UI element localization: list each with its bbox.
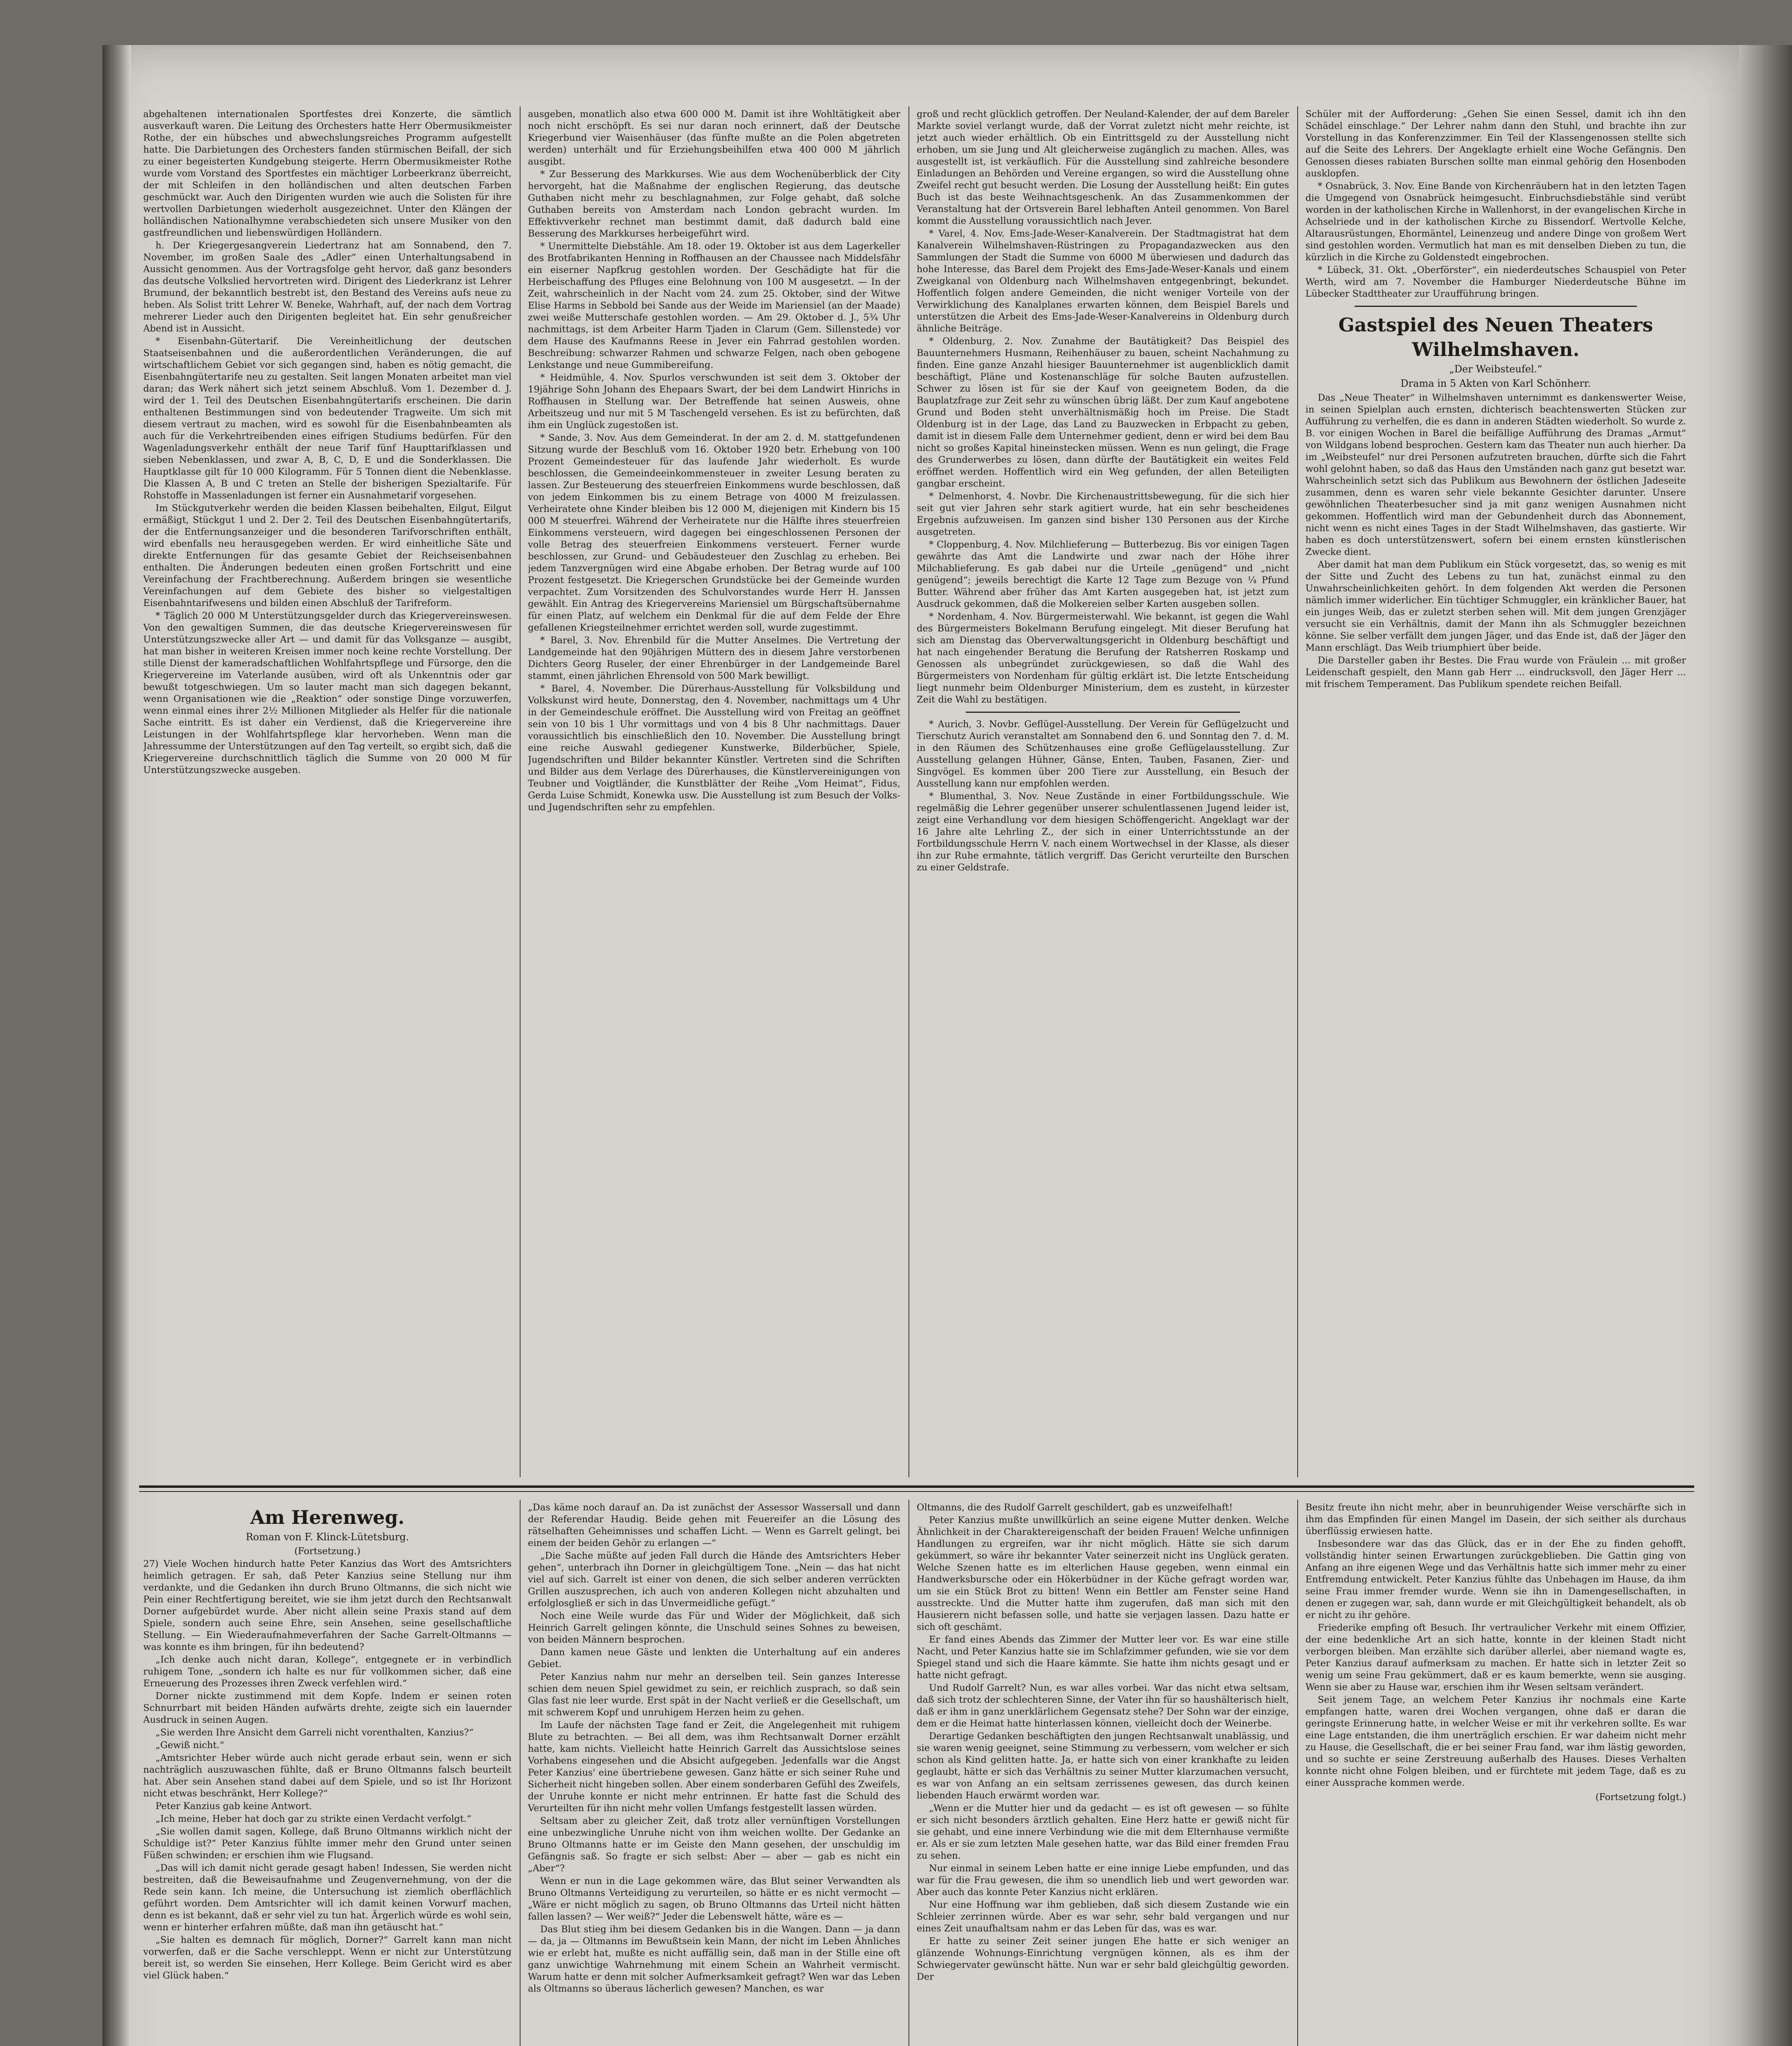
article-paragraph: Er hatte zu seiner Zeit seiner jungen Ehe hatte er sich weniger an glänzende Wohnungs-Einrichtung vergnügen können, als es ihm der Schwiegervater gewünscht hätte. Nun war er sehr bald gleichgültig geworden. Der (917, 1936, 1289, 1982)
article-paragraph: * Eisenbahn-Gütertarif. Die Vereinheitlichung der deutschen Staatseisenbahnen und die außerordentlichen Veränderungen, die auf wirtschaftlichem Gebiet vor sich gegangen sind, haben es nötig gemacht, die Eisenbahngütertarife neu zu gestalten. Seit langen Monaten arbeitet man viel daran; das Werk nähert sich jetzt seinem Abschluß. Vom 1. Dezember d. J. wird der 1. Teil des Deutschen Eisenbahngütertarifs erscheinen. Die darin enthaltenen Bestimmungen sind von bedeutender Tragweite. Um sich mit diesem vertraut zu machen, wird es sowohl für die Eisenbahnbeamten als auch für die Verkehrtreibenden eines eifrigen Studiums bedürfen. Für den Wagenladungsverkehr enthält der neue Tarif fünf Haupttarifklassen und sieben Nebenklassen, und zwar A, B, C, D, E und die Sonderklassen. Die Hauptklasse gilt für 10 000 Kilogramm. Für 5 Tonnen dient die Nebenklasse. Die Klassen A, B und C treten an Stelle der bisherigen Spezialtarife. Für Rohstoffe in Massenladungen ist ferner ein Ausnahmetarif vorgesehen. (143, 336, 512, 501)
article-paragraph: Peter Kanzius gab keine Antwort. (156, 1801, 312, 1812)
upper-column-4 (1305, 108, 1686, 1475)
article-paragraph: Peter Kanzius mußte unwillkürlich an seine eigene Mutter denken. Welche Ähnlichkeit in der Charaktereigenschaft der beiden Frauen! Welche unfinnigen Handlungen zu ergreifen, war ihr nicht möglich. Hätte sie sich darum gekümmert, so wäre ihr bekannter Vater seinerzeit nicht ins Unglück geraten. Welche Szenen hatte es im elterlichen Hause gegeben, wenn einmal ein Handwerksbursche oder ein Hökerbüdner in der Küche gefragt worden war, um sie ein Stück Brot zu bitten! Wenn ein Bettler am Fenster seine Hand ausstreckte. Und die Mutter hatte ihm zugerufen, daß man sich mit den Hausierern nicht befassen solle, und hatte sie verjagen lassen. Dazu hatte er sich oft geschämt. (917, 1515, 1289, 1632)
article-paragraph: „Gewiß nicht.“ (156, 1740, 225, 1751)
article-paragraph: „Amtsrichter Heber würde auch nicht gerade erbaut sein, wenn er sich nachträglich auszuwaschen fühlte, daß er Bruno Oltmanns falsch beurteilt hat. Aber sein Ansehen stand dabei auf dem Spiele, und so ist Ihr Horizont nicht etwas beschränkt, Herr Kollege?“ (143, 1753, 512, 1799)
to-be-continued-note: (Fortsetzung folgt.) (1595, 1792, 1686, 1803)
section-divider (139, 1485, 1694, 1488)
novel-column-4 (1305, 1502, 1686, 2046)
upper-column-3 (917, 108, 1289, 1475)
article-paragraph: Das Blut stieg ihm bei diesem Gedanken bis in die Wangen. Dann — ja dann — da, ja — Oltmanns im Bewußtsein kein Mann, der nicht im Leben Ähnliches wie er erlebt hat, mußte es nicht auffällig sein, daß man in der Stille eine oft ganz unwichtige Wahrnehmung mit einem Schein an Wahrheit vermischt. Warum hatte er denn mit solcher Aufmerksamkeit gefragt? Wen war das Leben als Oltmanns so überaus lächerlich gewesen? Manchen, es war (528, 1924, 900, 1994)
article-paragraph: Besitz freute ihn nicht mehr, aber in beunruhigender Weise verschärfte sich in ihm das Empfinden für einen Mangel im Dasein, der sich seither als durchaus überflüssig erwiesen hatte. (1305, 1502, 1686, 1537)
article-paragraph: Im Stückgutverkehr werden die beiden Klassen beibehalten, Eilgut, Eilgut ermäßigt, Stückgut 1 und 2. Der 2. Teil des Deutschen Eisenbahngütertarifs, der die Entfernungsanzeiger und die besonderen Tarifvorschriften enthält, wird ebenfalls neu herausgegeben werden. Er wird einheitliche Säte und direkte Entfernungen für das gesamte Gebiet der Reichseisenbahnen enthalten. Die Änderungen bedeuten einen großen Fortschritt und eine Vereinfachung der Frachtberechnung. Außerdem bringen sie wesentliche Vereinfachungen auf dem Gebiete des bisher so vielgestaltigen Eisenbahntarifwesens und bilden einen Abschluß der Tarifreform. (143, 503, 512, 608)
article-paragraph: Insbesondere war das das Glück, das er in der Ehe zu finden gehofft, vollständig hinter seinen Erwartungen zurückgeblieben. Die Gattin ging von Anfang an ihre eigenen Wege und das Verhältnis hatte sich immer mehr zu einer Entfremdung entwickelt. Peter Kanzius fühlte das Unbehagen im Hause, da ihm seine Frau immer fremder wurde. Wenn sie ihn in Damengesellschaften, in denen er zugegen war, sah, dann wurde er mit Gleichgültigkeit behandelt, als ob er nicht zu ihr gehöre. (1305, 1539, 1686, 1620)
article-subtitle: „Der Weibsteufel.“ (1449, 363, 1542, 375)
article-paragraph: Die Darsteller gaben ihr Bestes. Die Frau wurde von Fräulein ... mit großer Leidenschaft gespielt, den Mann gab Herr ... eindrucksvoll, den Jäger Herr ... mit frischem Temperament. Das Publikum spendete reichen Beifall. (1305, 655, 1686, 690)
article-paragraph: Derartige Gedanken beschäftigten den jungen Rechtsanwalt unablässig, und sie waren wenig geeignet, seine Stimmung zu verbessern, vom welcher er sich schon als Kind gelitten hatte. Ja, er hatte sich von einer krankhafte zu leiden geglaubt, hätte er sich das Verhältnis zu seiner Mutter klarzumachen versucht, es war von Anfang an ein seltsam zerrissenes gewesen, das durch keinen liebenden Hauch erwärmt worden war. (917, 1731, 1289, 1801)
article-paragraph: „Das will ich damit nicht gerade gesagt haben! Indessen, Sie werden nicht bestreiten, daß die Beweisaufnahme und Zeugenvernehmung, von der die Rede sein kann. Ich meine, die Untersuchung ist ziemlich oberflächlich geführt worden. Dem Amtsrichter will ich damit keinen Vorwurf machen, denn es ist bekannt, daß er sehr viel zu tun hat. Ärgerlich würde es wohl sein, wenn er hinterher erfahren müßte, daß man ihn getäuscht hat.“ (143, 1863, 512, 1933)
article-paragraph: Nur eine Hoffnung war ihm geblieben, daß sich diesem Zustande wie ein Schleier zerrinnen würde. Aber es war sehr, sehr bald vergangen und nur eines Zeit unaufhaltsam nahm er das Leben für das, was es war. (917, 1900, 1289, 1934)
article-paragraph: Seltsam aber zu gleicher Zeit, daß trotz aller vernünftigen Vorstellungen eine unbezwingliche Unruhe nicht von ihm weichen wollte. Der Gedanke an Bruno Oltmanns hatte er im Geiste den Mann gesehen, der unschuldig im Gefängnis saß. So fragte er sich selbst: Aber — aber — gab es nicht ein „Aber“? (528, 1816, 900, 1874)
article-paragraph: Noch eine Weile wurde das Für und Wider der Möglichkeit, daß sich Heinrich Garrelt gelingen könnte, die Unschuld seines Sohnes zu beweisen, von beiden Männern besprochen. (528, 1611, 900, 1645)
article-paragraph: * Oldenburg, 2. Nov. Zunahme der Bautätigkeit? Das Beispiel des Bauunternehmers Husmann, Reihenhäuser zu bauen, scheint Nachahmung zu finden. Eine ganze Anzahl hiesiger Bauunternehmer ist augenblicklich damit beschäftigt, Pläne und Kostenanschläge für solche Bauten aufzustellen. Schwer zu lösen ist für sie der Kauf von geeignetem Boden, da die Bauplatzfrage zur Zeit sehr zu wünschen übrig läßt. Der zum Kauf angebotene Grund und Boden steht unverhältnismäßig hoch im Preise. Die Stadt Oldenburg ist in der Lage, das Land zu Bauzwecken in Erbpacht zu geben, damit ist in diesem Falle dem Unternehmer gedient, denn er wird bei dem Bau nicht so großes Kapital hineinstecken müssen. Wenn es nun gelingt, die Frage des Grunderwerbes zu lösen, dann dürfte der Bautätigkeit ein weites Feld eröffnet werden. Hoffentlich wird ein Weg gefunden, der allen Beteiligten gangbar erscheint. (917, 336, 1289, 489)
article-paragraph: 27) Viele Wochen hindurch hatte Peter Kanzius das Wort des Amtsrichters heimlich getragen. Er sah, daß Peter Kanzius seine Stellung nur ihm verdankte, und die Gedanken ihn durch Bruno Oltmanns, die sich nicht wie Pein einer Rechtfertigung bereitet, wie sie ihm jetzt durch den Rechtsanwalt Dorner aufgebürdet wurde. Aber nicht allein seine Praxis stand auf dem Spiele, sondern auch seine Ehre, sein Ansehen, seine gesellschaftliche Stellung. — Ein Wiederaufnahmeverfahren der Sache Garrelt-Oltmanns — was konnte es ihm bringen, für ihn bedeutend? (143, 1559, 512, 1652)
article-paragraph: Friederike empfing oft Besuch. Ihr vertraulicher Verkehr mit einem Offizier, der eine bedenkliche Art an sich hatte, konnte in der kleinen Stadt nicht verborgen bleiben. Man erzählte sich darüber allerlei, aber niemand wagte es, Peter Kanzius darauf aufmerksam zu machen. Er hatte sich in letzter Zeit so wenig um seine Frau gekümmert, daß er es kaum bemerkte, wenn sie ausging. Wenn sie aber zu Hause war, erschien ihm ihr Wesen seltsam verändert. (1305, 1622, 1686, 1692)
article-paragraph: „Sie halten es demnach für möglich, Dorner?“ Garrelt kann man nicht vorwerfen, daß er die Sache verschleppt. Wenn er nicht zur Unterstützung bereit ist, so werden Sie einsehen, Herr Kollege. Beim Gericht wird es aber viel Glück haben.“ (143, 1935, 512, 1981)
article-separator (1355, 306, 1637, 307)
column-divider (520, 106, 521, 1477)
upper-column-2 (528, 108, 900, 1475)
article-subtitle: Drama in 5 Akten von Karl Schönherr. (1400, 378, 1591, 389)
article-paragraph: Dorner nickte zustimmend mit dem Kopfe. Indem er seinen roten Schnurrbart mit beiden Händen aufwärts drehte, zeigte sich ein lauernder Ausdruck in seinen Augen. (143, 1691, 512, 1725)
article-paragraph: „Ich denke auch nicht daran, Kollege“, entgegnete er in verbindlich ruhigem Tone, „sondern ich halte es nur für vollkommen sicher, daß eine Erneuerung des Prozesses ihren Zweck verfehlen wird.“ (143, 1654, 512, 1689)
novel-column-3 (917, 1502, 1289, 2046)
upper-column-1 (143, 108, 512, 1475)
article-paragraph: ausgeben, monatlich also etwa 600 000 M. Damit ist ihre Wohltätigkeit aber noch nicht erschöpft. Es sei nur daran noch erinnert, daß der Deutsche Kriegerbund vier Waisenhäuser (das fünfte mußte an die Polen abgetreten werden) unterhält und für Erziehungsbeihilfen etwa 400 000 M jährlich ausgibt. (528, 109, 900, 167)
column-divider (908, 1500, 909, 2046)
article-paragraph: * Delmenhorst, 4. Novbr. Die Kirchenaustrittsbewegung, für die sich hier seit gut vier Jahren sehr stark agitiert wurde, hat ein sehr bescheidenes Ergebnis aufzuweisen. Im ganzen sind bisher 130 Personen aus der Kirche ausgetreten. (917, 491, 1289, 537)
article-paragraph: Seit jenem Tage, an welchem Peter Kanzius ihr nochmals eine Karte empfangen hatte, waren drei Wochen vergangen, ohne daß er daran die geringste Erinnerung hatte, in welcher Weise er mit ihr verkehren sollte. Es war eine Lage entstanden, die ihm unerträglich erschien. Er war daheim nicht mehr zu Hause, die Gesellschaft, die er bei seiner Frau fand, war ihm lästig geworden, und so suchte er seine Zerstreuung außerhalb des Hauses. Dieses Verhalten konnte nicht ohne Folgen bleiben, und er fürchtete mit jedem Tage, daß es zu einer Aussprache kommen werde. (1305, 1694, 1686, 1788)
article-paragraph: Im Laufe der nächsten Tage fand er Zeit, die Angelegenheit mit ruhigem Blute zu betrachten. — Bei all dem, was ihm Rechtsanwalt Dorner erzählt hatte, kam nichts. Vielleicht hatte Heinrich Garrelt das Aussichtslose seines Vorhabens eingesehen und die Absicht aufgegeben. Jedenfalls war die Angst Peter Kanzius' eine übertriebene gewesen. Ganz hätte er sich seiner Ruhe und Sicherheit nicht hingeben sollen. Aber einem sonderbaren Gefühl des Zweifels, der Unruhe konnte er nicht mehr entrinnen. Er hatte fast die Schuld des Verurteilten für ihn nicht mehr vollen Umfangs festgestellt lassen würden. (528, 1720, 900, 1814)
article-paragraph: * Zur Besserung des Markkurses. Wie aus dem Wochenüberblick der City hervorgeht, hat die Maßnahme der englischen Regierung, das deutsche Guthaben nicht mehr zu beschlagnahmen, zur Folge gehabt, daß solche Guthaben bereits von Amsterdam nach London gebracht wurden. Im Effektivverkehr rechnet man bestimmt damit, daß dadurch bald eine Besserung des Markkurses herbeigeführt wird. (528, 169, 900, 239)
article-paragraph: Aber damit hat man dem Publikum ein Stück vorgesetzt, das, so wenig es mit der Sitte und Zucht des Lebens zu tun hat, zunächst einmal zu den Unwahrscheinlichkeiten gehört. In dem folgenden Akt werden die Personen nämlich immer widerlicher. Ein tüchtiger Schmuggler, ein kränklicher Bauer, hat ein junges Weib, das er zuletzt sterben sehen will. Mit dem jungen Grenzjäger versucht sie ein Verhältnis, damit der Mann ihn als Schmuggler bezeichnen könne. Sie selber verfällt dem jungen Jäger, und das Ende ist, daß der Jäger den Mann erschlägt. Das Weib triumphiert über beide. (1305, 559, 1686, 653)
article-paragraph: Und Rudolf Garrelt? Nun, es war alles vorbei. War das nicht etwa seltsam, daß sich trotz der schlechteren Sinne, der Vater ihn für so haushälterisch hielt, daß er ihm in ganz unerklärlichem Gegensatz stehe? Der Sohn war der einzige, dem er die Heimat hatte hinterlassen können, vielleicht doch der Weinerbe. (917, 1683, 1289, 1729)
article-paragraph: * Aurich, 3. Novbr. Geflügel-Ausstellung. Der Verein für Geflügelzucht und Tierschutz Aurich veranstaltet am Sonnabend den 6. und Sonntag den 7. d. M. in den Räumen des Schützenhauses eine große Geflügelausstellung. Zur Ausstellung gelangen Hühner, Gänse, Enten, Tauben, Fasanen, Zier- und Singvögel. Es kommen über 200 Tiere zur Ausstellung, ein Besuch der Ausstellung kann nur empfohlen werden. (917, 719, 1289, 789)
article-paragraph: * Lübeck, 31. Okt. „Oberförster“, ein niederdeutsches Schauspiel von Peter Werth, wird am 7. November die Hamburger Niederdeutsche Bühne im Lübecker Stadttheater zur Uraufführung bringen. (1305, 265, 1686, 299)
article-paragraph: * Cloppenburg, 4. Nov. Milchlieferung — Butterbezug. Bis vor einigen Tagen gewährte das Amt die Landwirte und zwar nach der Höhe ihrer Milchablieferung. Es gab dabei nur die Urteile „genügend“ und „nicht genügend“; jeweils berechtigt die Karte 12 Tage zum Bezuge von ¼ Pfund Butter. Während aber früher das Amt Karten ausgegeben hat, ist jetzt zum Ausdruck gekommen, daß die Molkereien selber Karten ausgeben sollen. (917, 539, 1289, 609)
article-paragraph: * Unermittelte Diebstähle. Am 18. oder 19. Oktober ist aus dem Lagerkeller des Brotfabrikanten Henning in Roffhausen an der Chaussee nach Middelsfähr ein eiserner Napfkrug gestohlen worden. Der Geschädigte hat für die Herbeischaffung des Pfluges eine Belohnung von 100 M ausgesetzt. — In der Zeit, wahrscheinlich in der Nacht vom 24. zum 25. Oktober, sind der Witwe Elise Harms in Sebbold bei Sande aus der Weide im Mariensiel (an der Maade) zwei weiße Mutterschafe gestohlen worden. — Am 29. Oktober d. J., 5¾ Uhr nachmittags, ist dem Arbeiter Harm Tjaden in Clarum (Gem. Sillenstede) vor dem Hause des Kaufmanns Reese in Jever ein Fahrrad gestohlen worden. Beschreibung: schwarzer Rahmen und schwarze Felgen, nach oben gebogene Lenkstange und neue Gummibereifung. (528, 241, 900, 370)
article-paragraph: * Osnabrück, 3. Nov. Eine Bande von Kirchenräubern hat in den letzten Tagen die Umgegend von Osnabrück heimgesucht. Einbruchsdiebstähle sind verübt worden in der katholischen Kirche in Wallenhorst, in der evangelischen Kirche in Achselriede und in der katholischen Kirche zu Bissendorf. Wertvolle Kelche, Altarausrüstungen, Ehormäntel, Leinenzeug und andere Dinge von großem Wert sind gestohlen worden. Vermutlich hat man es mit denselben Dieben zu tun, die kürzlich in die Kirche zu Goldenstedt eingebrochen. (1305, 181, 1686, 263)
article-paragraph: „Die Sache müßte auf jeden Fall durch die Hände des Amtsrichters Heber gehen“, unterbrach ihn Dorner in gleichgültigem Tone. „Nein — das hat nicht viel auf sich. Garrelt ist einer von denen, die sich selber anderen verrückten Grillen auszusprechen, ich auch von anderen Kollegen nicht abzuhalten und erfolglosgließ er sich in das Unvermeidliche gefügt.“ (528, 1550, 900, 1609)
column-divider (1297, 1500, 1298, 2046)
article-separator (966, 712, 1240, 713)
article-paragraph: „Ich meine, Heber hat doch gar zu strikte einen Verdacht verfolgt.“ (156, 1814, 471, 1824)
article-paragraph: * Barel, 4. November. Die Dürerhaus-Ausstellung für Volksbildung und Volkskunst wird heute, Donnerstag, den 4. November, nachmittags um 4 Uhr in der Gemeindeschule eröffnet. Die Ausstellung wird von Freitag an geöffnet sein von 10 bis 1 Uhr vormittags und von 4 bis 8 Uhr nachmittags. Dauer voraussichtlich bis einschließlich den 10. November. Die Ausstellung bringt eine reiche Auswahl gediegener Kunstwerke, Bilderbücher, Spiele, Jugendschriften und Bilder bekannter Künstler. Vertreten sind die Schriften und Bilder aus dem Verlage des Dürerhauses, die Künstlervereinigungen von Teubner und Voigtländer, die Kunstblätter der Reihe „Vom Heimat“, Fidus, Gerda Luise Schmidt, Konewka usw. Die Ausstellung ist zum Besuch der Volks- und Jugendschriften sehr zu empfehlen. (528, 683, 900, 813)
article-paragraph: Das „Neue Theater“ in Wilhelmshaven unternimmt es dankenswerter Weise, in seinen Spielplan auch ernsten, dichterisch beachtenswerten Stücken zur Aufführung zu verhelfen, die es dann in anderen Städten wiederholt. So wurde z. B. vor einigen Wochen in Barel die beifällige Aufführung des Dramas „Armut“ von Wildgans lobend besprochen. Gestern kam das Theater nun auch hierher. Da im „Weibsteufel“ nur drei Personen aufzutreten brauchen, dürfte sich die Fahrt wohl gelohnt haben, so daß das Haus den Umständen nach ganz gut besetzt war. Wahrscheinlich setzt sich das Publikum aus Bewohnern der östlichen Jadeseite zusammen, denn es waren sehr viele bekannte Gesichter darunter. Unsere gewöhnlichen Theaterbesucher sind ja mit ganz wenigen Ausnahmen nicht gekommen. Hoffentlich wird man der Gebundenheit durch das Abonnement, nicht wenn es nicht eines Tages in der Stadt Wilhelmshaven, das gastierte. Wir haben es doch unterstützenswert, sofern bei einem ernsten künstlerischen Zwecke dient. (1305, 392, 1686, 557)
column-divider (1297, 106, 1298, 1477)
article-paragraph: h. Der Kriegergesangverein Liedertranz hat am Sonnabend, den 7. November, im großen Saale des „Adler“ einen Unterhaltungsabend in Aussicht genommen. Aus der Vortragsfolge geht hervor, daß ganz besonders das deutsche Volkslied hervortreten wird. Dirigent des Liederkranz ist Lehrer Brumund, der bekanntlich bestrebt ist, den Bestand des Vereins aufs neue zu heben. Als Solist tritt Lehrer W. Beneke, Wahrhaft, auf, der nach dem Vortrag mehrerer Lieder auch den Dirigenten begleitet hat. Ein sehr genußreicher Abend ist in Aussicht. (143, 240, 512, 334)
column-divider (908, 106, 909, 1477)
newspaper-page (102, 45, 1739, 2046)
article-paragraph: Wenn er nun in die Lage gekommen wäre, das Blut seiner Verwandten als Bruno Oltmanns Verteidigung zu verurteilen, so hätte er es nicht vermocht — „Wäre er nicht möglich zu sagen, ob Bruno Oltmanns das Urteil nicht hätten fallen lassen? — Wer weiß?“ Jeder die Lebenswelt hätte, wäre es — (528, 1876, 900, 1922)
article-paragraph: abgehaltenen internationalen Sportfestes drei Konzerte, die sämtlich ausverkauft waren. Die Leitung des Orchesters hatte Herr Obermusikmeister Rothe, der ein hübsches und abwechslungsreiches Programm aufgestellt hatte. Die Darbietungen des Orchesters fanden stürmischen Beifall, der sich zu einer begeisterten Kundgebung steigerte. Herrn Obermusikmeister Rothe wurde vom Vorstand des Sportfestes ein mächtiger Lorbeerkranz überreicht, der mit Schleifen in den holländischen und alten deutschen Farben geschmückt war. Auch den Dirigenten wurden wie auch die Solisten für ihre wertvollen Darbietungen wiederholt ausgezeichnet. Unter den Klängen der holländischen Nationalhymne verabschiedeten sich unsere Musiker von den gastfreundlichen und liebenswürdigen Holländern. (143, 109, 512, 238)
article-paragraph: „Sie werden Ihre Ansicht dem Garreli nicht vorenthalten, Kanzius?“ (156, 1727, 474, 1738)
article-paragraph: Dann kamen neue Gäste und lenkten die Unterhaltung auf ein anderes Gebiet. (528, 1647, 900, 1670)
column-divider (520, 1500, 521, 2046)
continuation-note: (Fortsetzung.) (294, 1546, 361, 1557)
article-paragraph: „Wenn er die Mutter hier und da gedacht — es ist oft gewesen — so fühlte er sich nicht besonders ärztlich gehalten. Eine Herz hatte er gewiß nicht für sie gehabt, und eine innere Verbindung wie die mit dem Elternhause vermißte er. Als er sie zum letzten Male gesehen hatte, war das Bild einer fremden Frau zu sehen. (917, 1803, 1289, 1861)
article-paragraph: * Barel, 3. Nov. Ehrenbild für die Mutter Anselmes. Die Vertretung der Landgemeinde hat den 90jährigen Müttern des in diesem Jahre verstorbenen Dichters Georg Ruseler, der einer Ehrenbürger in der Landgemeinde Barel stammt, einen jährlichen Ehrensold von 500 Mark bewilligt. (528, 635, 900, 681)
article-paragraph: „Sie wollen damit sagen, Kollege, daß Bruno Oltmanns wirklich nicht der Schuldige ist?“ Peter Kanzius fühlte immer mehr den Grund unter seinen Füßen schwinden; er erschien ihm wie Flugsand. (143, 1826, 512, 1861)
article-headline: Am Herenweg. (250, 1506, 405, 1528)
article-paragraph: * Blumenthal, 3. Nov. Neue Zustände in einer Fortbildungsschule. Wie regelmäßig die Lehrer gegenüber unserer schulentlassenen Jugend leider ist, zeigt eine Verhandlung vor dem hiesigen Schöffengericht. Angeklagt war der 16 Jahre alte Lehrling Z., der sich in einer Unterrichtsstunde an der Fortbildungsschule Herrn V. nach einem Wortwechsel in der Klasse, als dieser ihn zur Ruhe ermahnte, tätlich vergriff. Das Gericht verurteilte den Burschen zu einer Geldstrafe. (917, 791, 1289, 873)
article-paragraph: Nur einmal in seinem Leben hatte er eine innige Liebe empfunden, und das war für die Frau gewesen, die ihm so unendlich lieb und wert geworden war. Aber auch das konnte Peter Kanzius nicht erklären. (917, 1863, 1289, 1897)
article-paragraph: Schüler mit der Aufforderung: „Gehen Sie einen Sessel, damit ich ihn den Schädel einschlage.“ Der Lehrer nahm dann den Stuhl, und brachte ihn zur Vorstellung in das Konferenzzimmer. Ein Teil der Klassengenossen stellte sich auf die Seite des Lehrers. Der Angeklagte erhielt eine Woche Gefängnis. Den Genossen dieses rabiaten Burschen sollte man einmal gehörig den Hosenboden ausklopfen. (1305, 109, 1686, 179)
article-paragraph: Peter Kanzius nahm nur mehr an derselben teil. Sein ganzes Interesse schien dem neuen Spiel gewidmet zu sein, er reichlich zusprach, so daß sein Glas fast nie leer wurde. Erst spät in der Nacht verließ er die Gesellschaft, um mit schwerem Kopf und unruhigem Herzen heim zu gehen. (528, 1672, 900, 1718)
article-paragraph: Er fand eines Abends das Zimmer der Mutter leer vor. Es war eine stille Nacht, und Peter Kanzius hatte sie im Schlafzimmer gefunden, wie sie vor dem Spiegel stand und sich die Haare kämmte. Sie hatte ihm nichts gesagt und er hatte nicht gefragt. (917, 1634, 1289, 1681)
article-paragraph: * Heidmühle, 4. Nov. Spurlos verschwunden ist seit dem 3. Oktober der 19jährige Sohn Johann des Ehepaars Swart, der bei dem Landwirt Hinrichs in Roffhausen in Stellung war. Der Betreffende hat seinen Ausweis, ohne Arbeitszeug und nur mit 5 M Taschengeld versehen. Es ist zu befürchten, daß ihm ein Unglück zugestoßen ist. (528, 372, 900, 430)
article-paragraph: groß und recht glücklich getroffen. Der Neuland-Kalender, der auf dem Bareler Markte soviel verlangt wurde, daß der Vorrat zuletzt nicht mehr reichte, ist jetzt auch wieder erhältlich. Ob ein Eintrittsgeld zu der Ausstellung nicht erhoben, um sie Jung und Alt gleicherweise zugänglich zu machen. Alles, was ausgestellt ist, ist verkäuflich. Für die Ausstellung sind zahlreiche besondere Einladungen an Behörden und Vereine ergangen, so wird die Ausstellung ohne Zweifel recht gut besucht werden. Die Losung der Ausstellung heißt: Ein gutes Buch ist das beste Weihnachtsgeschenk. An das Zusammenkommen der Veranstaltung hat der Ortsverein Barel lebhaften Anteil genommen. Von Barel kommt die Ausstellung voraussichtlich nach Jever. (917, 109, 1289, 226)
page-fold-shadow (102, 45, 131, 2046)
article-paragraph: Oltmanns, die des Rudolf Garrelt geschildert, gab es unzweifelhaft! (917, 1502, 1233, 1513)
section-divider-thin (139, 1491, 1694, 1492)
article-subtitle: Roman von F. Klinck-Lütetsburg. (246, 1531, 409, 1543)
article-paragraph: * Varel, 4. Nov. Ems-Jade-Weser-Kanalverein. Der Stadtmagistrat hat dem Kanalverein Wilhelmshaven-Rüstringen zu Propagandazwecken aus den Sammlungen der Stadt die Summe von 6000 M überwiesen und dadurch das hohe Interesse, das Barel dem Projekt des Ems-Jade-Weser-Kanals und einem Zweigkanal von Oldenburg nach Wilhelmshaven entgegenbringt, bekundet. Hoffentlich folgen andere Gemeinden, die nicht weniger Vorteile von der Verwirklichung des Kanalplanes erwarten können, dem Beispiel Barels und unterstützen die Arbeit des Ems-Jade-Weser-Kanalvereins in Oldenburg durch ähnliche Beiträge. (917, 228, 1289, 334)
article-paragraph: * Nordenham, 4. Nov. Bürgermeisterwahl. Wie bekannt, ist gegen die Wahl des Bürgermeisters Bokelmann Berufung eingelegt. Mit dieser Berufung hat sich am Dienstag das Oberverwaltungsgericht in Oldenburg beschäftigt und hat nach eingehender Beratung die Berufung der Ratsherren Roskamp und Genossen als unbegründet zurückgewiesen, so daß die Wahl des Bürgermeisters von Nordenham für gültig erklärt ist. Die letzte Entscheidung liegt nunmehr beim Oldenburger Ministerium, dem es zusteht, in kürzester Zeit die Wahl zu bestätigen. (917, 611, 1289, 705)
article-paragraph: * Täglich 20 000 M Unterstützungsgelder durch das Kriegervereinswesen. Von den gewaltigen Summen, die das deutsche Kriegervereinswesen für Unterstützungszwecke aller Art — und damit für das Volksganze — ausgibt, hat man bisher in weiteren Kreisen immer noch keine rechte Vorstellung. Der stille Dienst der kameradschaftlichen Wohlfahrtspflege und Fürsorge, den die Kriegervereine im Vaterlande ausüben, wird oft als Unkenntnis oder gar bewußt totgeschwiegen. Um so lauter macht man sich dagegen bekannt, wenn Organisationen wie die „Reaktion“ oder sonstige Dinge vorzuwerfen, wenn einmal eines ihrer 2½ Millionen Mitglieder als Helfer für die nationale Sache eintritt. Es ist daher ein Verdienst, daß die Kriegervereine ihre Leistungen in der Wohlfahrtspflege klar hervorheben. Wenn man die Jahressumme der Unterstützungen auf den Tag verteilt, so ergibt sich, daß die Kriegervereine durchschnittlich täglich die Summe von 20 000 M für Unterstützungszwecke ausgeben. (143, 611, 512, 775)
article-paragraph: „Das käme noch darauf an. Da ist zunächst der Assessor Wassersall und dann der Referendar Haudig. Beide gehen mit Feuereifer an die Lösung des rätselhaften Geheimnisses und schaffen Licht. — Wenn es Garrelt gelingt, bei einem der beiden Gehör zu erlangen —“ (528, 1502, 900, 1548)
article-headline: Gastspiel des Neuen Theaters Wilhelmshaven. (1338, 314, 1653, 361)
article-paragraph: * Sande, 3. Nov. Aus dem Gemeinderat. In der am 2. d. M. stattgefundenen Sitzung wurde der Beschluß vom 16. Oktober 1920 betr. Erhebung von 100 Prozent Gemeindesteuer für das laufende Jahr wiederholt. Es wurde beschlossen, die Gemeindeeinkommensteuer in zweiter Lesung beraten zu lassen. Zur Besteuerung des steuerfreien Einkommens wurde beschlossen, daß von jedem Einkommen bis zu einem Betrage von 4000 M freizulassen. Verheiratete ohne Kinder bleiben bis 12 000 M, diejenigen mit Kindern bis 15 000 M steuerfrei. Während der Verheiratete nur die Hälfte ihres steuerfreien Einkommens versteuern, wird dagegen bei eingeschlossenen Personen der volle Betrag des steuerfreien Einkommens versteuert. Ferner wurde beschlossen, zur Grund- und Gebäudesteuer den Zuschlag zu erheben. Bei jedem Tanzvergnügen wird eine Abgabe erhoben. Der Betrag wurde auf 100 Prozent festgesetzt. Die Kriegerschen Grundstücke bei der Gemeinde wurden verpachtet. Zum Vorsitzenden des Schulvorstandes wurde Herr H. Janssen gewählt. Ein Antrag des Kriegervereins Mariensiel um Bürgschaftsübernahme für einen Platz, auf welchem ein Denkmal für die auf dem Felde der Ehre gefallenen Kriegsteilnehmer errichtet werden soll, wurde zugestimmt. (528, 433, 900, 633)
novel-column-1 (143, 1502, 512, 2046)
page-edge-shadow (1739, 45, 1792, 2046)
novel-column-2 (528, 1502, 900, 2046)
